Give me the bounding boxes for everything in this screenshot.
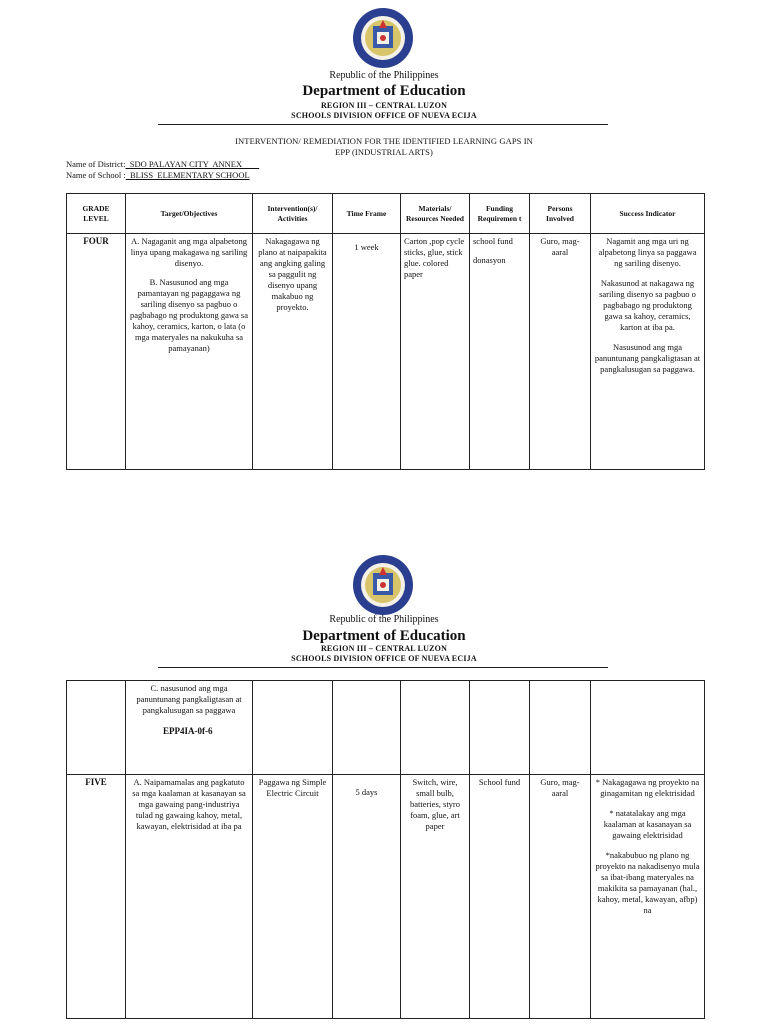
intervention-cont [253,681,333,775]
list-item [129,277,249,354]
list-letter: A. [131,236,140,246]
document-title-line-2: EPP (INDUSTRIAL ARTS) [335,147,433,157]
success-five-1: * Nakagagawa ng proyekto na ginagamitan ng elektrisidad [595,777,700,799]
document-title-line-1: INTERVENTION/ REMEDIATION FOR THE IDENTIFIED LEARNING GAPS IN [235,136,533,146]
success-five-3: *nakabubuo ng plano ng proyekto na nakadisenyo mula sa ibat-ibang materyales na makikita sa pamayanan (hal., kahoy, metal, kawayan, afbp) na [595,850,700,916]
grade-five: FIVE [67,775,126,1019]
success-four-2: Nakasunod at nakagawa ng sariling disenyo sa pagbuo o pagbabago ng produktong gawa sa kahoy, ceramics, karton at iba pa. [599,278,696,333]
funding-five: School fund [470,775,530,1019]
header-intervention: Intervention(s)/ Activities [253,194,333,234]
region-text: REGION III – CENTRAL LUZON [320,101,448,110]
success-four-3: Nasusunod ang mga panuntunang pangkaligtasan at pangkalusugan sa paggawa. [594,342,701,375]
intervention-four: Nakagagawa ng plano at naipapakita ang angking galing sa paggulit ng disenyo upang makabuo ng proyekto. [253,234,333,470]
intervention-five: Paggawa ng Simple Electric Circuit [253,775,333,1019]
materials-four: Carton ,pop cycle sticks, glue, stick glue. colored paper [401,234,470,470]
materials-five: Switch, wire, small bulb, batteries, styro foam, glue, art paper [401,775,470,1019]
header-materials: Materials/ Resources Needed [401,194,470,234]
header-target: Target/Objectives [126,194,253,234]
intervention-table-page-2 [66,680,705,1019]
competency-code: EPP4IA-0f-6 [163,726,213,737]
table-row [67,775,705,1019]
materials-cont [401,681,470,775]
time-cont [333,681,401,775]
header-grade-level: GRADE LEVEL [67,194,126,234]
header-funding: Funding Requiremen t [470,194,530,234]
list-letter: B. [149,277,158,288]
list-item [129,236,249,269]
header-time-frame: Time Frame [333,194,401,234]
republic-text: Republic of the Philippines [329,70,439,81]
list-item [129,777,249,832]
district-label: Name of District: [66,159,126,169]
division-text: SCHOOLS DIVISION OFFICE OF NUEVA ECIJA [291,111,477,120]
target-a-text: Nagaganit ang mga alpabetong linya upang makagawa ng sariling disenyo. [130,236,248,269]
header-rule [158,667,608,668]
school-line [66,170,250,180]
persons-four: Guro, mag-aaral [530,234,591,470]
success-cont [591,681,705,775]
region-text: REGION III – CENTRAL LUZON [320,644,448,653]
deped-seal-icon [351,553,415,617]
funding-four-2: donasyon [473,255,506,266]
funding-cont [470,681,530,775]
school-label: Name of School : [66,170,126,180]
target-b-text: Nasusunod ang mga pamantayan ng pagaggawa ng sariling disenyo sa pagbuo o pagbabago ng produktong gawa sa kahoy, ceramics, karton, o lata (o mga materyales na nakukuha sa pamayanan) [129,277,249,354]
success-five [591,775,705,1019]
target-c-text: nasusunod ang mga panuntunang pangkaligtasan at pangkalusugan sa paggawa [136,683,242,716]
success-five-2: * natatalakay ang mga kaalaman at kasanayan sa gawaing elektrisidad [603,808,692,841]
department-title: Department of Education [302,83,466,99]
target-five-a-text: Naipamamalas ang pagkatuto sa mga kaalaman at kasanayan sa mga gawaing pang-industriya tulad ng gawaing kahoy, metal, kawayan, elektrisidad at iba pa [132,777,246,832]
target-objectives-four [126,234,253,470]
list-item [129,683,249,716]
page-1 [0,0,768,500]
table-row [67,234,705,470]
list-letter: A. [133,777,142,787]
persons-cont [530,681,591,775]
table-row [67,681,705,775]
header-rule [158,124,608,125]
list-letter: C. [150,683,159,693]
district-line [66,159,259,169]
intervention-table-page-1 [66,193,705,470]
funding-four [470,234,530,470]
table-header-row [67,194,705,234]
department-title: Department of Education [302,628,466,644]
persons-five: Guro, mag-aaral [530,775,591,1019]
grade-four: FOUR [67,234,126,470]
district-value: SDO PALAYAN CITY ANNEX [125,159,260,169]
header-persons: Persons Involved [530,194,591,234]
grade-cont [67,681,126,775]
target-objectives-five [126,775,253,1019]
page-2 [0,545,768,1024]
target-objectives-cont [126,681,253,775]
time-five: 5 days [333,775,401,1019]
header-success: Success Indicator [591,194,705,234]
school-value: BLISS ELEMENTARY SCHOOL [125,170,250,180]
division-text: SCHOOLS DIVISION OFFICE OF NUEVA ECIJA [291,654,477,663]
success-four [591,234,705,470]
time-four: 1 week [333,234,401,470]
deped-seal-icon [351,6,415,70]
funding-four-1: school fund [473,236,513,246]
republic-text: Republic of the Philippines [329,614,439,625]
success-four-1: Nagamit ang mga uri ng alpabetong linya sa paggawa ng sariling disenyo. [598,236,697,269]
